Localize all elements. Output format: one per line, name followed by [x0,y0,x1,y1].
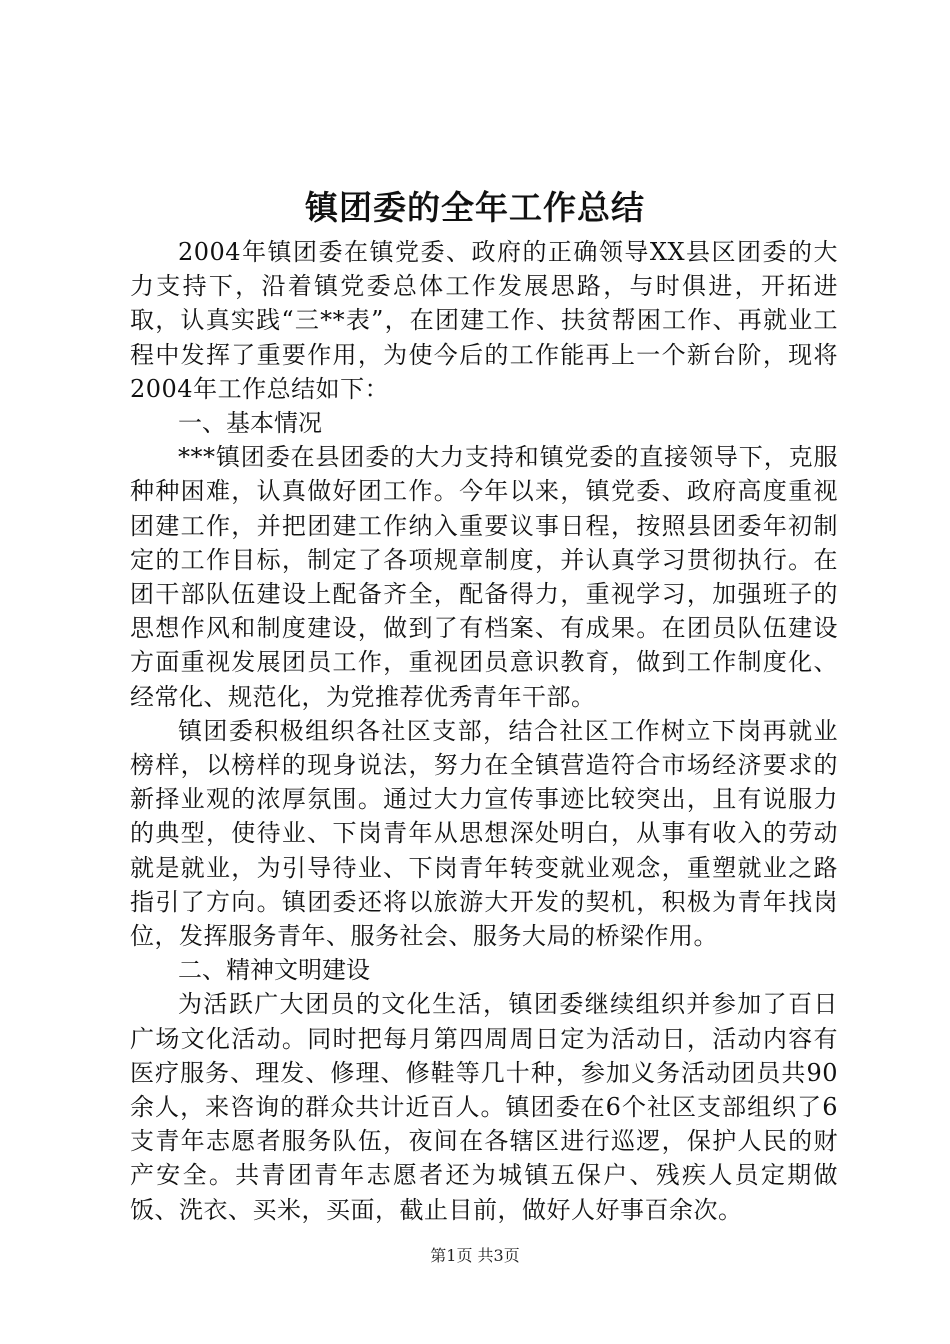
basic-paragraph-1: ***镇团委在县团委的大力支持和镇党委的直接领导下，克服种种困难，认真做好团工作。今年以来，镇党委、政府高度重视团建工作，并把团建工作纳入重要议事日程，按照县团委年初制定的工作目标，制定了各项规章制度，并认真学习贯彻执行。在团干部队伍建设上配备齐全，配备得力，重视学习，加强班子的思想作风和制度建设，做到了有档案、有成果。在团员队伍建设方面重视发展团员工作，重视团员意识教育，做到工作制度化、经常化、规范化，为党推荐优秀青年干部。 [130,443,838,711]
section-heading-basic: 一、基本情况 [178,409,322,438]
civilization-paragraph: 为活跃广大团员的文化生活，镇团委继续组织并参加了百日广场文化活动。同时把每月第四周周日定为活动日，活动内容有医疗服务、理发、修理、修鞋等几十种，参加义务活动团员共90余人，来咨询的群众共计近百人。镇团委在6个社区支部组织了6支青年志愿者服务队伍，夜间在各辖区进行巡逻，保护人民的财产安全。共青团青年志愿者还为城镇五保户、残疾人员定期做饭、洗衣、买米，买面，截止目前，做好人好事百余次。 [130,990,838,1224]
section-heading-civilization: 二、精神文明建设 [178,956,370,985]
document-body [130,235,838,1227]
page-footer: 第1页 共3页 [430,1246,520,1265]
basic-paragraph-2: 镇团委积极组织各社区支部，结合社区工作树立下岗再就业榜样，以榜样的现身说法，努力在全镇营造符合市场经济要求的新择业观的浓厚氛围。通过大力宣传事迹比较突出，且有说服力的典型，使待业、下岗青年从思想深处明白，从事有收入的劳动就是就业，为引导待业、下岗青年转变就业观念，重塑就业之路指引了方向。镇团委还将以旅游大开发的契机，积极为青年找岗位，发挥服务青年、服务社会、服务大局的桥梁作用。 [130,716,838,951]
document-title: 镇团委的全年工作总结 [305,188,645,227]
intro-paragraph: 2004年镇团委在镇党委、政府的正确领导XX县区团委的大力支持下，沿着镇党委总体工作发展思路，与时俱进，开拓进取，认真实践“三**表”，在团建工作、扶贫帮困工作、再就业工程中发挥了重要作用，为使今后的工作能再上一个新台阶，现将2004年工作总结如下： [130,238,838,403]
